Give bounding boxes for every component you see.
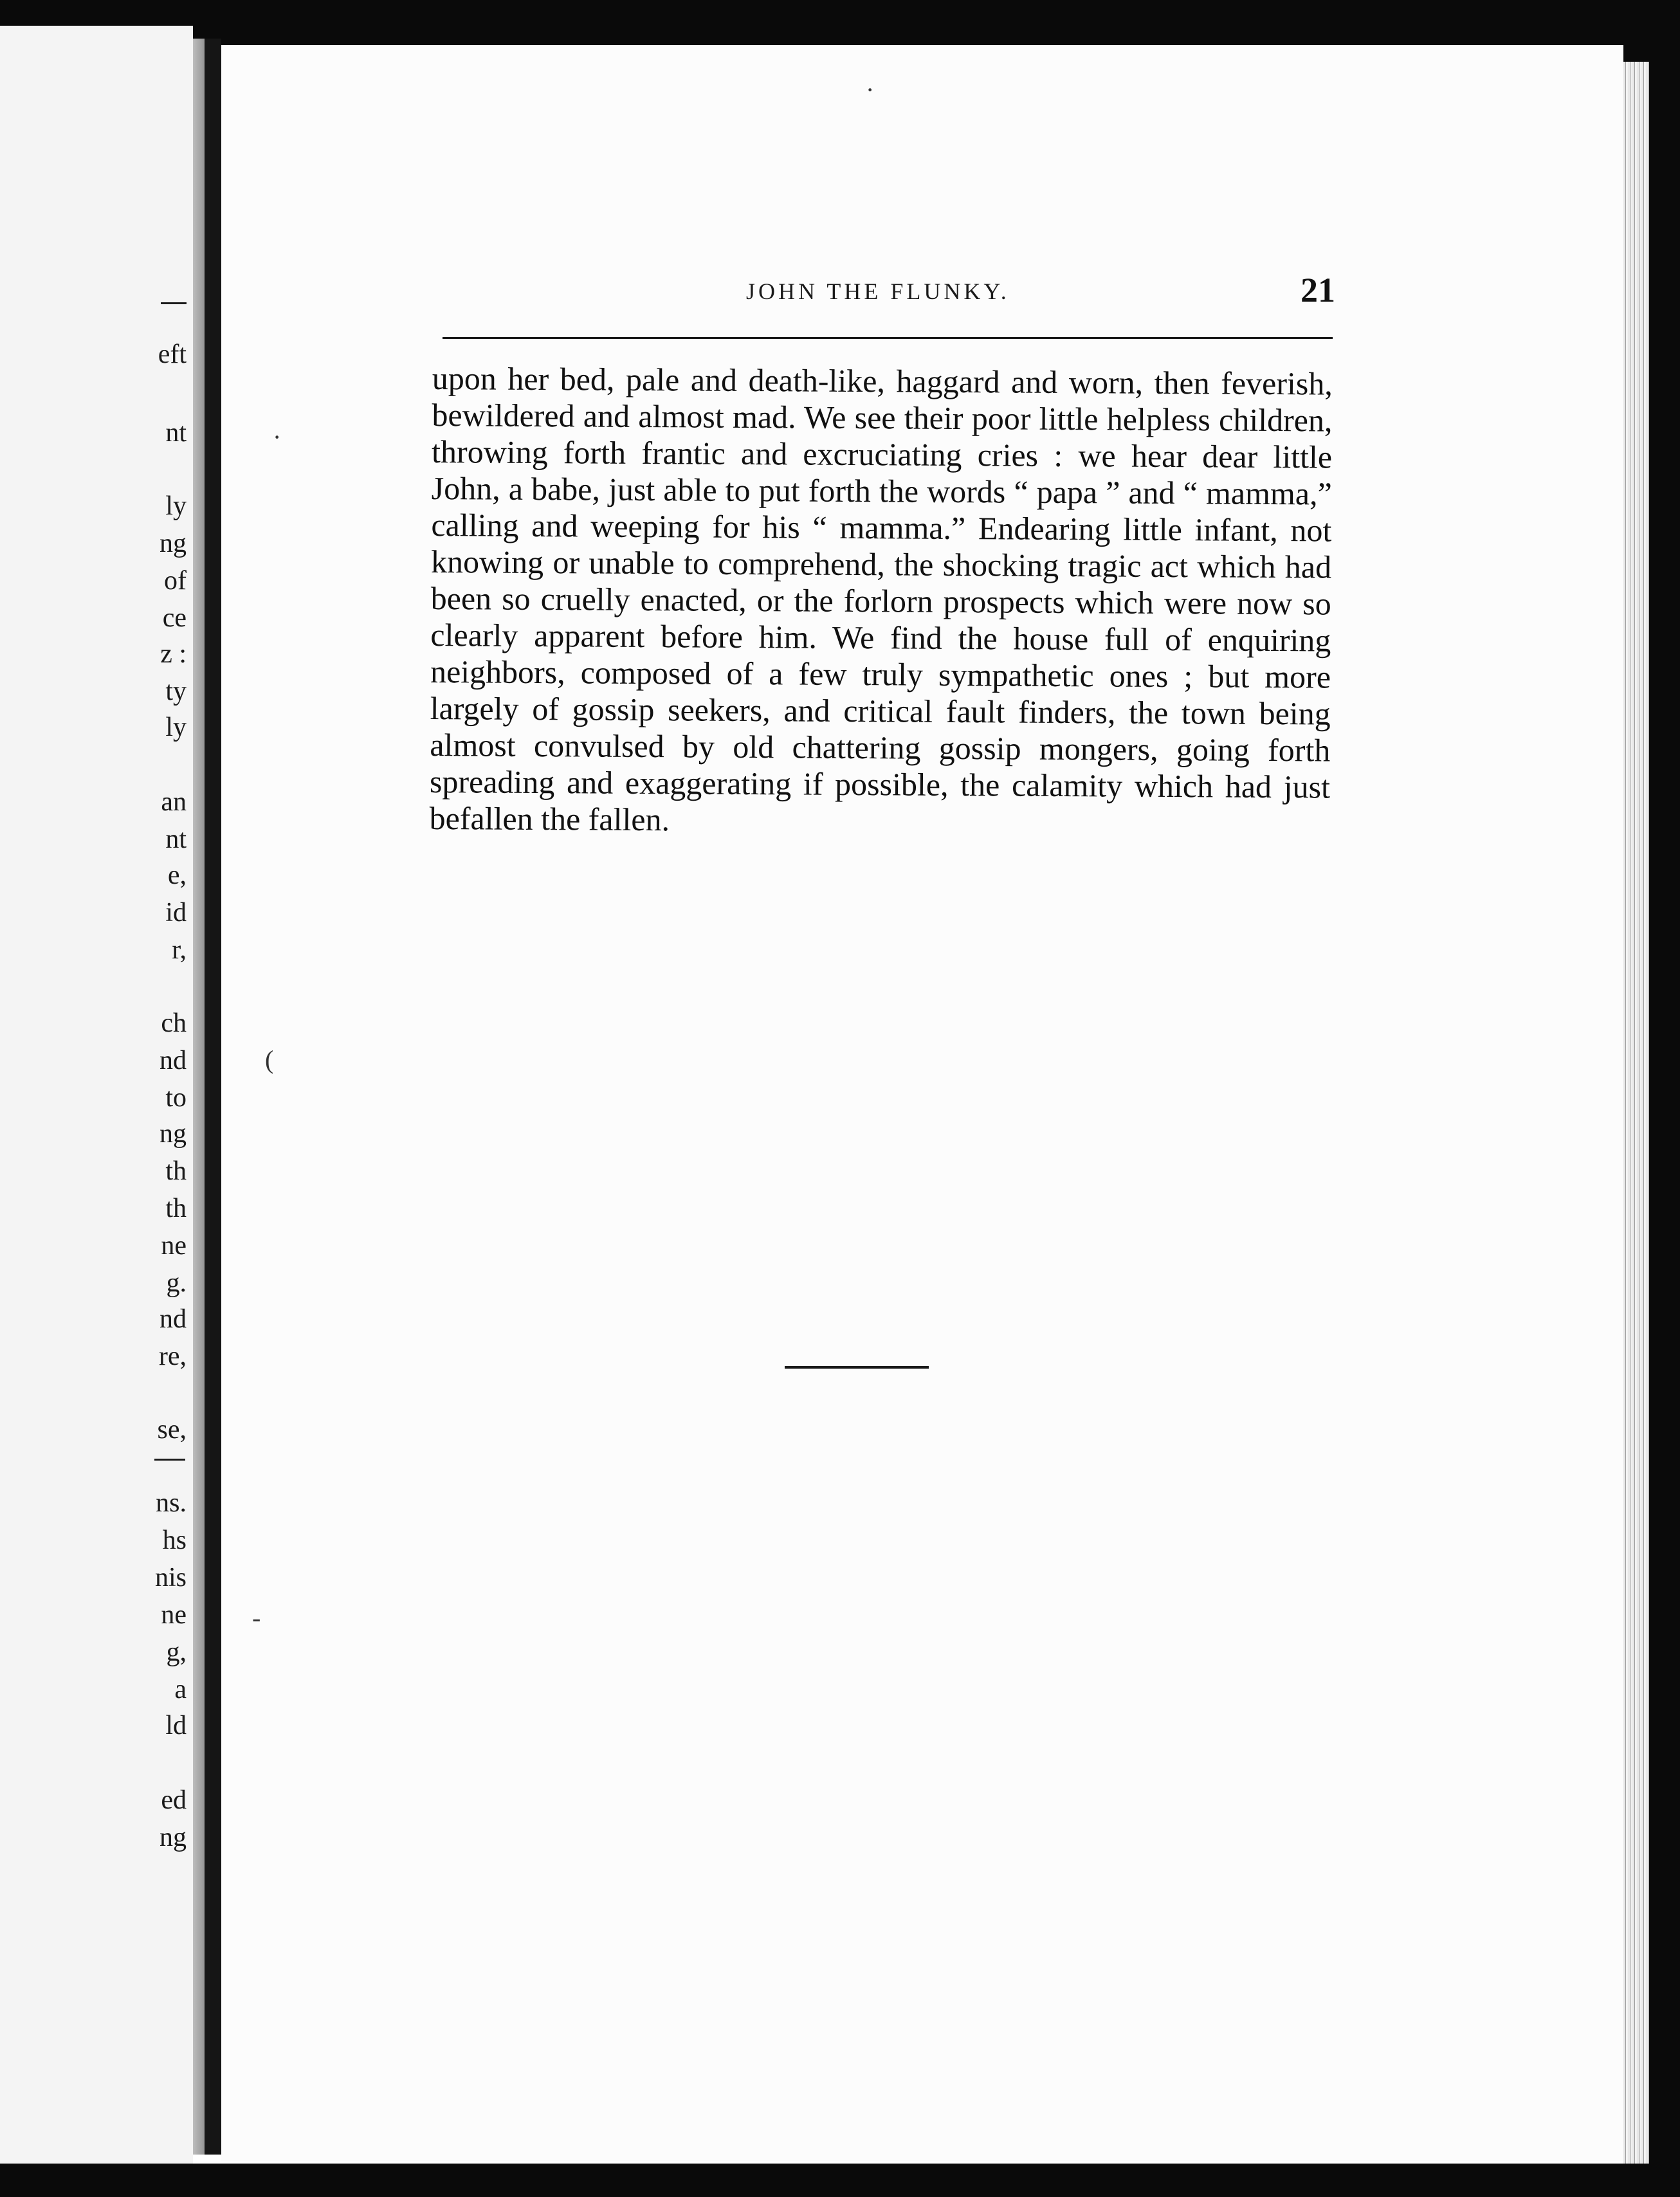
left-line: ng	[160, 529, 187, 558]
left-line: an	[161, 787, 187, 817]
left-line: se,	[157, 1415, 187, 1445]
left-line: g,	[166, 1637, 187, 1667]
body-paragraph: upon her bed, pale and death-like, haggard and worn, then feverish, bewildered and almost mad. We see their poor little helpless children, throwing forth frantic and excruciating cries : we hear dear little John, a babe, just able to put forth the words “ papa ” and “ mamma,” calling and weeping for his “ mamma.” Endearing little infant, not knowing or unable to comprehend, the shocking tragic act which had been so cruelly enacted, or the forlorn prospects which were now so clearly apparent before him. We find the house full of enquiring neighbors, composed of a few truly sympathetic ones ; but more largely of gossip seekers, and critical fault finders, the town being almost convulsed by old chattering gossip mongers, going forth spreading and exaggerating if possible, the calamity which had just befallen the fallen.	[429, 360, 1333, 838]
left-line: r,	[172, 935, 187, 965]
left-line: id	[165, 898, 187, 927]
left-line: nd	[160, 1304, 187, 1334]
left-line: nis	[154, 1563, 187, 1592]
left-line: ch	[161, 1008, 187, 1038]
left-page-rule	[161, 302, 187, 304]
page-edge-stack	[1623, 62, 1649, 2164]
book-gutter	[205, 39, 221, 2155]
left-page-fragment	[0, 26, 193, 2174]
left-line: eft	[158, 340, 187, 369]
left-line: ce	[162, 603, 187, 633]
left-line: e,	[167, 861, 187, 890]
left-line: ly	[165, 713, 187, 742]
left-line: z :	[160, 639, 187, 669]
running-head: JOHN THE FLUNKY.	[746, 278, 1010, 304]
left-line: th	[165, 1156, 187, 1186]
left-line: ng	[160, 1823, 187, 1852]
left-line: of	[164, 566, 187, 596]
left-line: ed	[161, 1785, 187, 1815]
left-line: th	[165, 1194, 187, 1223]
page-number: 21	[1301, 271, 1335, 309]
scan-speck: ·	[866, 75, 875, 104]
left-page-rule	[154, 1459, 185, 1461]
scan-speck: ·	[273, 423, 282, 451]
header-rule	[443, 337, 1333, 339]
left-line: to	[165, 1083, 187, 1113]
left-line: ne	[161, 1600, 187, 1630]
left-line: g.	[166, 1268, 187, 1298]
left-line: a	[174, 1675, 187, 1704]
left-line: ns.	[156, 1488, 187, 1518]
left-line: nd	[160, 1046, 187, 1075]
left-line: ty	[165, 677, 187, 706]
left-line: ld	[165, 1711, 187, 1740]
scan-speck: (	[265, 1045, 274, 1074]
left-line: ne	[161, 1231, 187, 1261]
scan-speck: -	[252, 1603, 261, 1632]
section-end-rule	[785, 1366, 929, 1369]
left-line: ly	[165, 491, 187, 521]
left-line: nt	[165, 825, 187, 854]
left-line: nt	[165, 418, 187, 448]
scan-border-bottom	[0, 2164, 1680, 2197]
left-line: hs	[162, 1526, 187, 1555]
left-line: re,	[158, 1342, 187, 1371]
scan-border-right	[1649, 0, 1680, 2197]
left-line: ng	[160, 1119, 187, 1149]
